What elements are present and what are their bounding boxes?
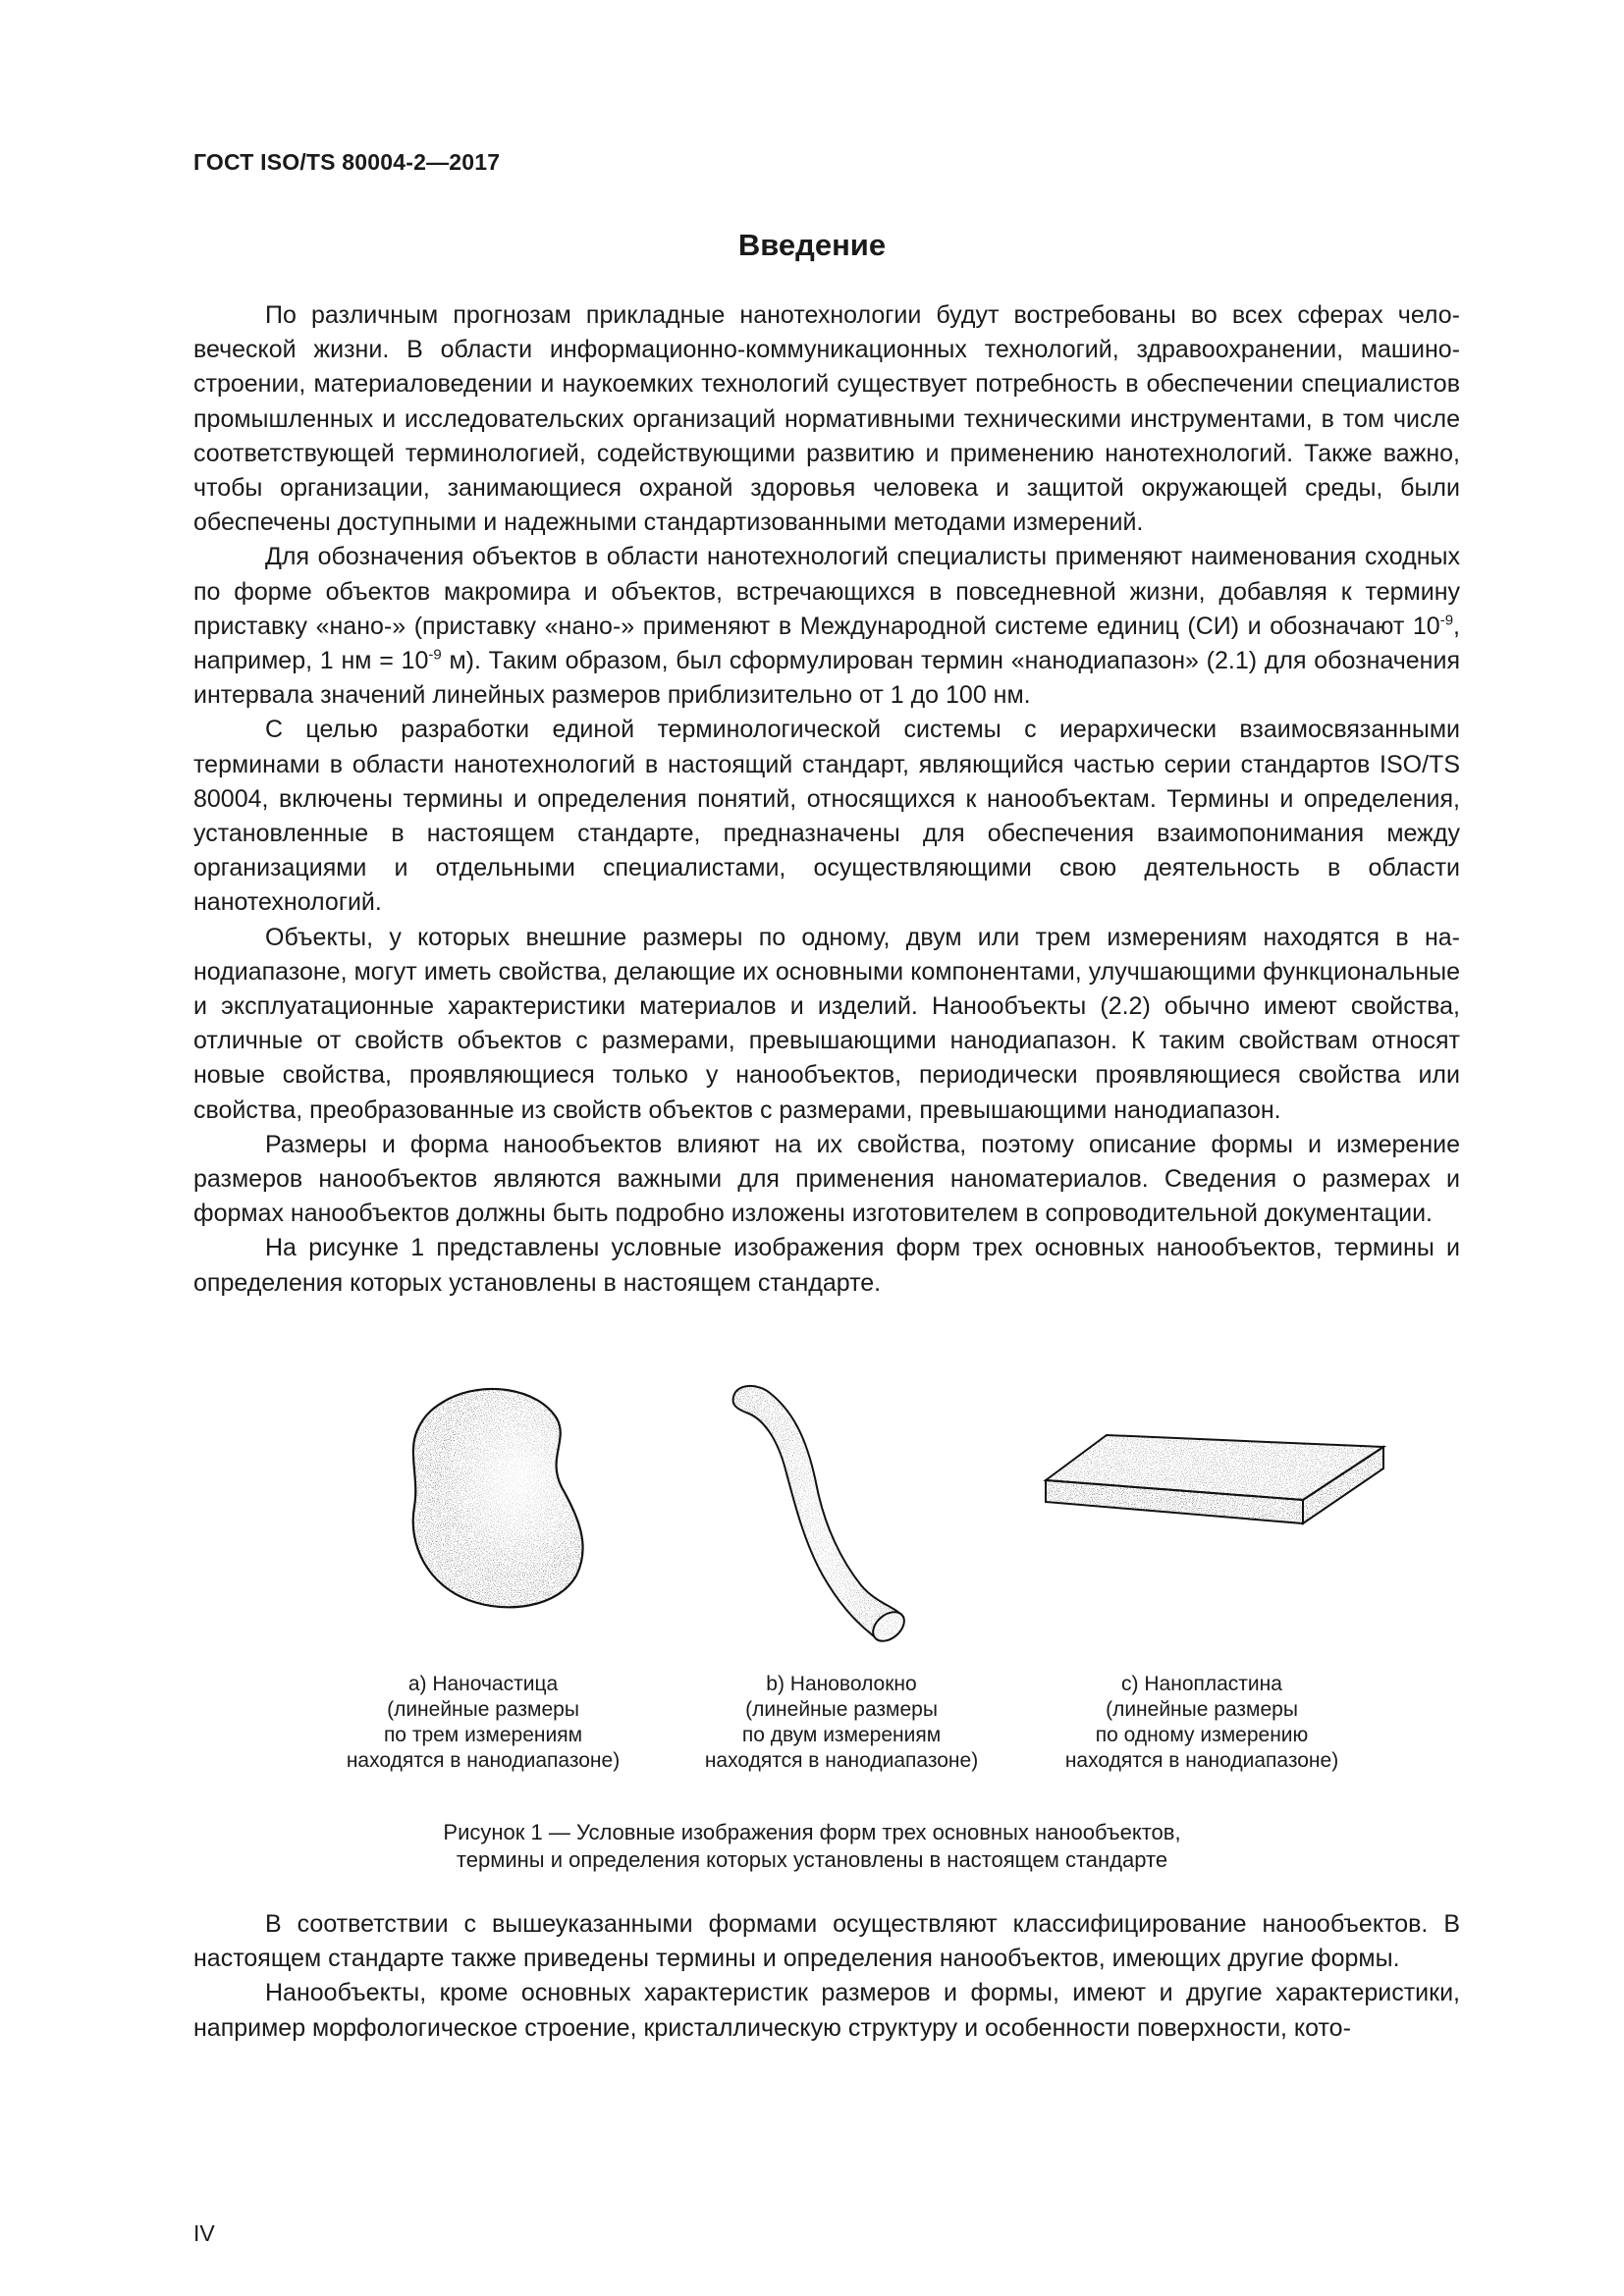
paragraph: С целью разработки единой терминологической системы с иерархически взаимосвязанными терминами в области нанотехнологий в настоящий стандарт, являющийся частью серии стандартов ISO/TS 80004, включены термины и определения понятий, относящихся к нанообъектам. Термины и определения, установленные в настоящем стандарте, предназначены для обеспечения взаимопонимания между организациями и отдельными специалистами, осуществляющими свою деятельность в области нанотехнологий. xyxy=(193,716,1460,917)
section-title: Введение xyxy=(737,228,887,262)
caption-nanoparticle: a) Наночастица (линейные размеры по трем измерениям находятся в нанодиапазоне) xyxy=(346,1673,621,1772)
nanoplate-image xyxy=(1038,1433,1391,1551)
figure-title: Рисунок 1 — Условные изображения форм трех основных нанообъектов, термины и определения которых установлены в настоящем стандарте xyxy=(443,1820,1181,1872)
paragraph: Для обозначения объектов в области нанотехнологий специалисты применяют наименования сходных по форме объектов макромира и объектов, встречающихся в повседневной жизни, добавляя к термину приставку «нано-» (приставку «нано-» применяют в Международной системе единиц (СИ) и обозначают $10^{-9}$, например, 1 нм = $10^{-9}$ м). Таким образом, был сформулирован термин «нанодиапазон» (2.1) для обозначения интервала значений линейных размеров приблизительно от 1 до 100 нм. xyxy=(193,543,1460,710)
paragraph: На рисунке 1 представлены условные изображения форм трех основных нанообъектов, термины и определения которых установлены в настоящем стандарте. xyxy=(193,1234,1460,1297)
page-number: IV xyxy=(193,2220,215,2246)
intro-text-bottom xyxy=(193,1907,1460,2046)
document-header: ГОСТ ISO/TS 80004-2—2017 xyxy=(193,149,501,175)
nanofiber-image xyxy=(729,1379,945,1644)
figure-1 xyxy=(193,1379,1460,1811)
caption-nanoplate: c) Нанопластина (линейные размеры по одному измерению находятся в нанодиапазоне) xyxy=(1064,1673,1339,1772)
paragraph: В соответствии с вышеуказанными формами осуществляют классифицирование нанообъектов. В настоящем стандарте также приведены термины и определения нанообъектов, имеющих другие формы. xyxy=(193,1910,1460,1973)
caption-nanofiber: b) Нановолокно (линейные размеры по двум измерениям находятся в нанодиапазоне) xyxy=(704,1673,979,1772)
intro-text-top xyxy=(193,298,1460,1301)
paragraph: Нанообъекты, кроме основных характеристик размеров и формы, имеют и другие характеристики, например морфологическое строение, кристаллическую структуру и особенности поверхности, кото- xyxy=(193,1979,1460,2042)
paragraph: Объекты, у которых внешние размеры по одному, двум или трем измерениям находятся в нанодиапазоне, могут иметь свойства, делающие их основными компонентами, улучшающими функциональные и эксплуатационные характеристики материалов и изделий. Нанообъекты (2.2) обычно имеют свойства, отличные от свойств объектов с размерами, превышающими нанодиапазон. К таким свойствам относят новые свойства, проявляющиеся только у нанообъектов, периодически проявляющиеся свойства или свойства, преобразованные из свойств объектов с размерами, превышающими нанодиапазон. xyxy=(193,923,1460,1124)
nanoparticle-image xyxy=(390,1379,596,1615)
paragraph: По различным прогнозам прикладные нанотехнологии будут востребованы во всех сферах человеческой жизни. В области информационно-коммуникационных технологий, здравоохранении, машиностроении, материаловедении и наукоемких технологий существует потребность в обеспечении специалистов промышленных и исследовательских организаций нормативными техническими инструментами, в том числе соответствующей терминологией, содействующими развитию и применению нанотехнологий. Также важно, чтобы организации, занимающиеся охраной здоровья человека и защитой окружающей среды, были обеспечены доступными и надежными стандартизованными методами измерений. xyxy=(193,301,1460,537)
paragraph: Размеры и форма нанообъектов влияют на их свойства, поэтому описание формы и измерение размеров нанообъектов являются важными для применения наноматериалов. Сведения о размерах и формах нанообъектов должны быть подробно изложены изготовителем в сопроводительной документации. xyxy=(193,1130,1460,1228)
